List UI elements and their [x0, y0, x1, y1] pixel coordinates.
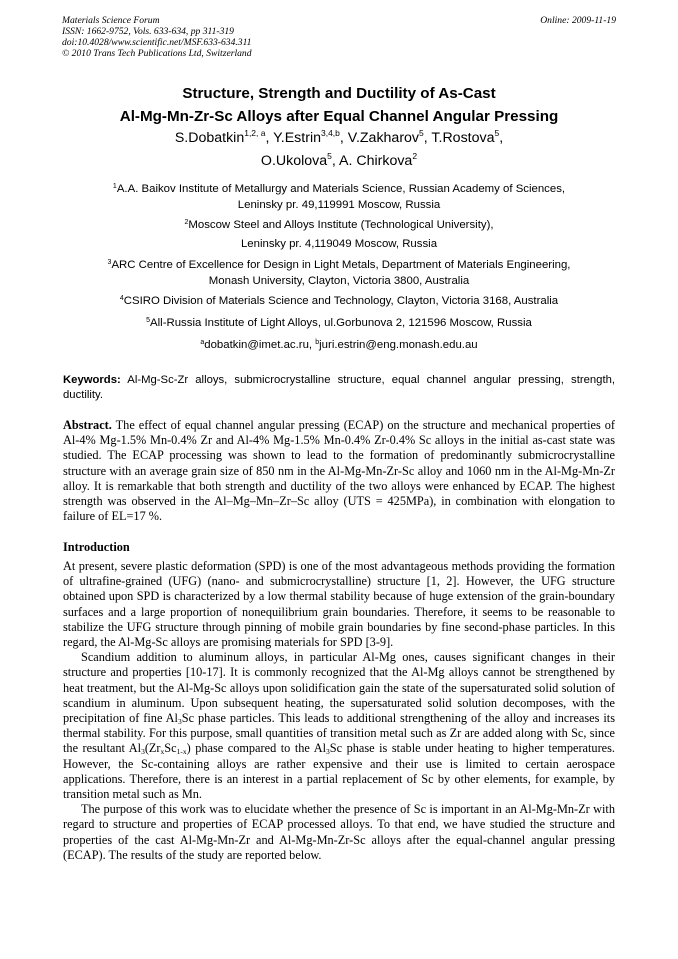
introduction-body — [63, 559, 615, 863]
author-name: T.Rostova — [431, 130, 495, 146]
affiliation-list — [40, 181, 638, 355]
keywords-label: Keywords: — [63, 374, 121, 386]
author-affiliation-mark: 5 — [327, 151, 332, 161]
title-line-1: Structure, Strength and Ductility of As-Cast — [182, 85, 496, 102]
paragraph-1: At present, severe plastic deformation (SPD) is one of the most advantageous methods providing the formation of ultrafine-grained (UFG) (nano- and submicrocrystalline) structure [1, 2]. However, the UFG structure obtained upon SPD is characterized by a low thermal stability because of huge extension of the grain-boundary surfaces and a large proportion of nonequilibrium grain boundaries. Therefore, it seems to be reasonable to stabilize the UFG structure through pinning of mobile grain boundaries by fine second-phase particles. In this regard, the Al-Mg-Sc alloys are promising materials for SPD [3-9]. — [63, 559, 615, 650]
author-affiliation-mark: 3,4,b — [320, 128, 340, 138]
affiliation-1: $^1$A.A. Baikov Institute of Metallurgy and Materials Science, Russian Academy of Sciences, — [112, 183, 566, 195]
author-name: V.Zakharov — [347, 130, 420, 146]
author-list — [40, 127, 638, 173]
journal-name: Materials Science Forum — [62, 15, 160, 26]
journal-issn: ISSN: 1662-9752, Vols. 633-634, pp 311-319 — [62, 26, 234, 37]
author-name: A. Chirkova — [339, 153, 413, 169]
keywords — [63, 373, 615, 403]
author-line-1: S.Dobatkin$^{1,2, a}$, Y.Estrin$^{3,4,b}$, V.Zakharov$^5$, T.Rostova$^5$, — [174, 128, 504, 146]
abstract — [63, 418, 615, 524]
paragraph-2: Scandium addition to aluminum alloys, in particular Al-Mg ones, causes significant changes in their structure and properties [10-17]. It is commonly recognized that the Al-Mg alloys cannot be strengthened by heat treatment, but the Al-Mg-Sc alloys upon solidification gain the state of the supersaturated solid solution of scandium in aluminum. Upon subsequent heating, the supersaturated solid solution decomposes, with the precipitation of fine $Al_3Sc$ phase particles. This leads to additional strengthening of the alloy and increases its thermal stability. For this purpose, small quantities of transition metal such as Zr are added along with Sc, since the resultant $Al_3(Zr_xSc_{1-x})$ phase compared to the $Al_3Sc$ phase is stable under heating to higher temperatures. However, the Sc-containing alloys are rather expensive and their use is limited to certain aerospace applications. Therefore, there is an interest in a partial replacement of Sc by other elements, for example, by transition metal such as Mn. — [63, 650, 615, 802]
abstract-label: Abstract. — [63, 418, 112, 432]
keywords-text: Al-Mg-Sc-Zr alloys, submicrocrystalline structure, equal channel angular pressing, strength, ductility. — [63, 374, 616, 401]
author-name: Y.Estrin — [273, 130, 321, 146]
journal-copyright: © 2010 Trans Tech Publications Ltd, Switzerland — [62, 48, 252, 59]
author-affiliation-mark: 5 — [494, 128, 500, 138]
author-affiliation-mark: 2 — [412, 151, 418, 161]
section-heading-introduction: Introduction — [63, 540, 130, 554]
journal-header — [62, 15, 616, 59]
contact-emails: $^a$dobatkin@imet.ac.ru, $^b$juri.estrin@eng.monash.edu.au — [200, 339, 478, 351]
author-name: O.Ukolova — [260, 153, 328, 169]
title-line-2: Al-Mg-Mn-Zr-Sc Alloys after Equal Channel Angular Pressing — [119, 108, 559, 125]
affiliation-5: $^5$All-Russia Institute of Light Alloys, ul.Gorbunova 2, 121596 Moscow, Russia — [146, 317, 532, 329]
affiliation-3-address: Monash University, Clayton, Victoria 3800, Australia — [208, 275, 470, 287]
email-link-a[interactable]: dobatkin@imet.ac.ru — [204, 339, 309, 351]
abstract-text: The effect of equal channel angular pressing (ECAP) on the structure and mechanical properties of Al-4% Mg-1.5% Mn-0.4% Zr and Al-4% Mg-1.5% Mn-0.4% Zr-0.4% Sc alloys in the initial as-cast state was studied. The ECAP processing was shown to lead to the formation of predominantly submicrocrystalline structure with an average grain size of 850 nm in the Al-Mg-Mn-Zr-Sc alloy and 1060 nm in the Al-Mg-Mn-Zr alloy. It is remarkable that both strength and ductility of the two alloys were enhanced by ECAP. The highest strength was observed in the Al–Mg–Mn–Zr–Sc alloy (UTS = 425MPa), in combination with elongation to failure of EL=17 %. — [63, 418, 615, 524]
affiliation-3: $^3$ARC Centre of Excellence for Design in Light Metals, Department of Materials Engineering, — [107, 259, 571, 271]
affiliation-1-address: Leninsky pr. 49,119991 Moscow, Russia — [237, 199, 441, 211]
paragraph-3: The purpose of this work was to elucidate whether the presence of Sc is important in an Al-Mg-Mn-Zr with regard to structure and properties of ECAP processed alloys. To that end, we have studied the structure and properties of the cast Al-Mg-Mn-Zr and Al-Mg-Mn-Zr-Sc alloys after the equal-channel angular pressing (ECAP). The results of the study are reported below. — [63, 802, 615, 862]
affiliation-2: $^2$Moscow Steel and Alloys Institute (Technological University), — [184, 219, 494, 231]
author-line-2: O.Ukolova$^5$, A. Chirkova$^2$ — [260, 151, 418, 169]
author-affiliation-mark: 5 — [419, 128, 424, 138]
online-date: Online: 2009-11-19 — [540, 15, 616, 26]
journal-doi[interactable]: doi:10.4028/www.scientific.net/MSF.633-634.311 — [62, 37, 252, 48]
paper-title — [40, 82, 638, 128]
affiliation-2-address: Leninsky pr. 4,119049 Moscow, Russia — [240, 238, 438, 250]
affiliation-4: $^4$CSIRO Division of Materials Science and Technology, Clayton, Victoria 3168, Australia — [119, 295, 559, 307]
email-link-b[interactable]: juri.estrin@eng.monash.edu.au — [319, 339, 478, 351]
author-name: S.Dobatkin — [174, 130, 245, 146]
author-affiliation-mark: 1,2, a — [244, 128, 266, 138]
